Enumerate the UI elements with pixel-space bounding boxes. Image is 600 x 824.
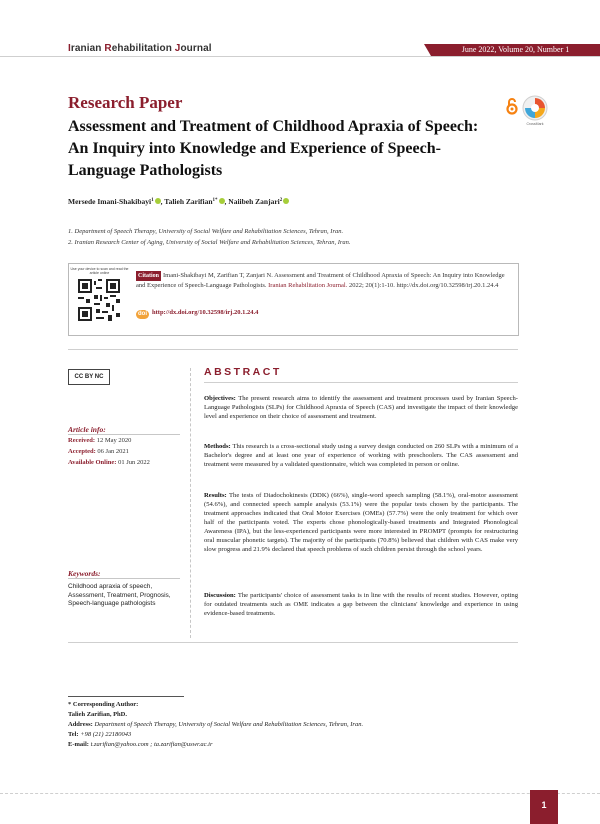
author-name: Talieh Zarifian [164,197,213,206]
abstract-objectives: Objectives: The present research aims to identify the assessment and treatment processes used by Iranian Speech-Language Pathologists (SLPs) for Childhood Apraxia of Speech (CAS) and investigate the impact of their knowledge level and experience on their choice of assessment and treatment. [204,395,518,420]
author-sup: 1 [151,198,154,203]
article-info-row: Accepted: 06 Jan 2021 [68,448,129,455]
abstract-discussion: Discussion: The participants' choice of assessment tasks is in line with the results of recent studies. However, opting for outdated treatments such as OME indicates a gap between the clinicians' knowledge and experience in using evidence-based treatments. [204,592,519,617]
journal-name: Iranian Rehabilitation Journal [68,43,212,54]
abstract-methods: Methods: This research is a cross-sectional study using a survey design conducted on 260 SLPs with a minimum of a Bachelor's degree and at least one year of experience of working with preschoolers. The CAS assessment and treatment were measured by a validated questionnaire, which was completed in person or online. [204,443,519,468]
author-name: Mersede Imani-Shakibayi [68,197,152,206]
affiliation: 2. Iranian Research Center of Aging, University of Social Welfare and Rehabilitation Sciences, Tehran, Iran. [68,239,351,246]
article-info-row: Received: 12 May 2020 [68,437,132,444]
citation-badge: Citation [138,273,159,279]
affiliation: 1. Department of Speech Therapy, University of Social Welfare and Rehabilitation Sciences, Tehran, Iran. [68,228,344,235]
keywords-text: Childhood apraxia of speech, Assessment, Treatment, Prognosis, Speech-language pathologists [68,583,171,607]
paper-type: Research Paper [68,93,183,112]
section-divider [68,642,518,643]
abstract-results: Results: The tests of Diadochokinesis (DDK) (66%), single-word speech sampling (58.1%), oral-motor assessment (54.6%), and connected speech sample analysis (53.1%) were the popular tests chosen by the participants. The treatment approaches indicated that Oral Motor Exercises (OMEs) (57.7%) were the only treatment for which over half of the participants voted. The experts chose phonologically-based treatments and Integrated Phonological Awareness (IPA), but the less-experienced participants were more interested in PROMPT (prompts for restructuring oral muscular phonetic targets). The majority of the participants (70.8%) believed that children with CAS make very slow progress and 21.9% declared that speech problems of such children persist through the school years. [204,492,518,553]
keywords-rule [68,578,180,579]
crossmark-icon[interactable] [522,95,548,121]
article-info-heading: Article info: [68,425,106,434]
orcid-icon[interactable] [155,198,161,204]
qr-label: Use your device to scan and read the article online [70,267,129,275]
corresponding-name: Talieh Zarifian, PhD. [68,711,127,718]
issue-tab: June 2022, Volume 20, Number 1 [431,44,600,56]
author-list: Mersede Imani-Shakibayi$^1$ , Talieh Zarifian$^{1*}$ , Naiibeh Zanjari$^2$ [68,197,289,206]
corresponding-tel: Tel: +98 (21) 22180043 [68,731,132,738]
corresponding-email: E-mail: t.zarifian@yahoo.com ; ta.zarifian@uswr.ac.ir [68,741,213,748]
qr-code-icon[interactable] [78,279,120,321]
orcid-icon[interactable] [283,198,289,204]
orcid-icon[interactable] [219,198,225,204]
abstract-heading: ABSTRACT [204,366,282,378]
header-rule [0,56,600,57]
footnote-rule [68,696,184,697]
open-access-icon [505,97,519,115]
citation-text: Citation Imani-Shakibayi M, Zarifian T, Zanjari N. Assessment and Treatment of Childhood Apraxia of Speech: An Inquiry into Knowledge and Experience of Speech-Language Pathologists. Iranian Rehabilitation Journal. 2022; 20(1):1-10. http://dx.doi.org/10.32598/irj.20.1.24.4 [136,272,505,289]
crossmark-label: CrossMark [526,122,544,126]
article-info-row: Available Online: 01 Jun 2022 [68,459,150,466]
doi-row [136,309,258,319]
corresponding-address: Address: Department of Speech Therapy, University of Social Welfare and Rehabilitation Sciences, Tehran, Iran. [68,721,364,728]
column-divider [190,368,191,638]
doi-icon: doi [138,311,147,317]
article-title: Assessment and Treatment of Childhood Apraxia of Speech: An Inquiry into Knowledge and Experience of Speech-Language Pathologists [68,118,479,179]
article-info-rule [68,434,180,435]
section-divider [68,349,518,350]
page-number: 1 [530,790,558,824]
author-name: Naiibeh Zanjari [228,197,280,206]
keywords-heading: Keywords: [68,569,101,578]
corresponding-heading: * Corresponding Author: [68,701,139,708]
journal-link[interactable]: Iranian Rehabilitation Journal. [268,282,348,289]
abstract-rule [204,382,518,383]
cc-license-icon[interactable]: CC BY NC [68,369,110,385]
footer-rule [0,793,600,794]
doi-link[interactable]: http://dx.doi.org/10.32598/irj.20.1.24.4 [152,309,259,316]
author-sup: 1* [212,198,218,203]
author-sup: 2 [279,198,283,203]
